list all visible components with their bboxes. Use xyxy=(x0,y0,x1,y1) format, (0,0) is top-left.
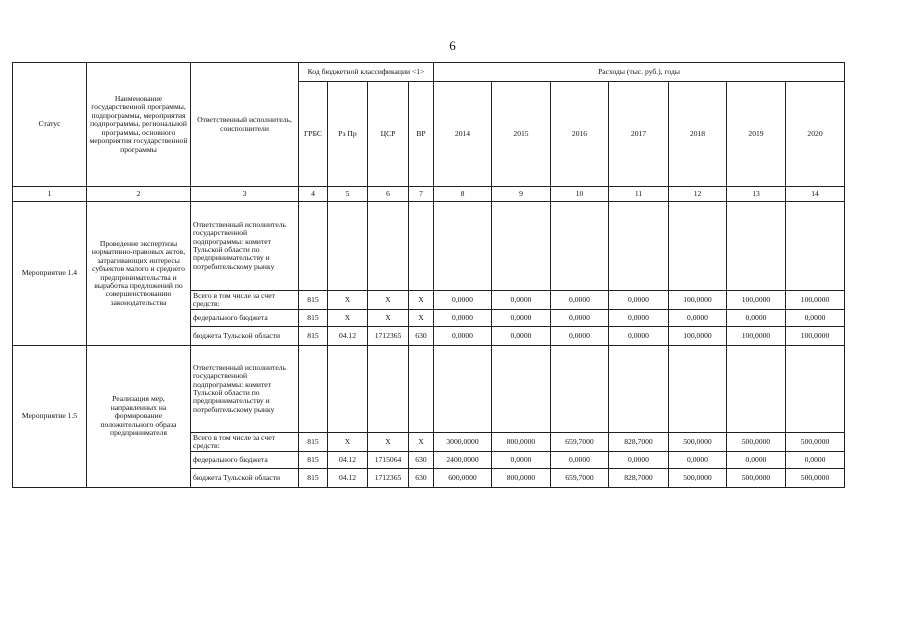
value-cell: 0,0000 xyxy=(551,291,609,310)
header-year: 2019 xyxy=(727,82,786,187)
table-row xyxy=(13,202,845,291)
column-number: 7 xyxy=(409,187,434,202)
header-responsible: Ответственный исполнитель, соисполнители xyxy=(191,63,299,187)
rzpr-cell: X xyxy=(328,310,368,327)
value-cell: 828,7000 xyxy=(609,433,669,452)
value-cell: 100,0000 xyxy=(727,291,786,310)
budget-table xyxy=(12,62,845,488)
header-budget-code: Код бюджетной классификации <1> xyxy=(299,63,434,82)
value-cell: 0,0000 xyxy=(786,452,845,469)
column-number: 14 xyxy=(786,187,845,202)
value-cell: 500,0000 xyxy=(786,469,845,488)
vr-cell: 630 xyxy=(409,327,434,346)
value-cell: 0,0000 xyxy=(609,291,669,310)
value-cell: 659,7000 xyxy=(551,433,609,452)
rzpr-cell: 04.12 xyxy=(328,327,368,346)
header-year: 2016 xyxy=(551,82,609,187)
status-cell: Мероприятие 1.5 xyxy=(13,346,87,488)
activity-name-cell: Реализация мер, направленных на формирование положительного образа предпринимателя xyxy=(87,346,191,488)
column-number: 3 xyxy=(191,187,299,202)
value-cell: 828,7000 xyxy=(609,469,669,488)
value-cell: 100,0000 xyxy=(669,327,727,346)
rzpr-cell: 04.12 xyxy=(328,452,368,469)
column-number: 10 xyxy=(551,187,609,202)
vr-cell: X xyxy=(409,310,434,327)
grbs-cell: 815 xyxy=(299,469,328,488)
header-vr: ВР xyxy=(409,82,434,187)
column-number: 9 xyxy=(492,187,551,202)
activity-name-cell: Проведение экспертизы нормативно-правовых актов, затрагивающих интересы субъектов малого и среднего предпринимательства и выработка предложений по совершенствованию законодательства xyxy=(87,202,191,346)
value-cell: 0,0000 xyxy=(551,327,609,346)
csr-cell: X xyxy=(368,310,409,327)
rzpr-cell: X xyxy=(328,433,368,452)
header-year: 2017 xyxy=(609,82,669,187)
value-cell: 0,0000 xyxy=(669,310,727,327)
csr-cell: X xyxy=(368,433,409,452)
header-expenses: Расходы (тыс. руб.), годы xyxy=(434,63,845,82)
header-year: 2020 xyxy=(786,82,845,187)
value-cell: 0,0000 xyxy=(669,452,727,469)
header-year: 2018 xyxy=(669,82,727,187)
value-cell: 0,0000 xyxy=(786,310,845,327)
vr-cell: X xyxy=(409,433,434,452)
status-cell: Мероприятие 1.4 xyxy=(13,202,87,346)
value-cell: 100,0000 xyxy=(786,291,845,310)
header-status: Статус xyxy=(13,63,87,187)
grbs-cell: 815 xyxy=(299,452,328,469)
value-cell: 0,0000 xyxy=(609,327,669,346)
value-cell: 0,0000 xyxy=(492,452,551,469)
column-number: 8 xyxy=(434,187,492,202)
column-number-row xyxy=(13,187,845,202)
value-cell: 659,7000 xyxy=(551,469,609,488)
grbs-cell: 815 xyxy=(299,327,328,346)
value-cell: 0,0000 xyxy=(434,310,492,327)
column-number: 11 xyxy=(609,187,669,202)
csr-cell: 1712365 xyxy=(368,469,409,488)
header-rzpr: Рз Пр xyxy=(328,82,368,187)
value-cell: 0,0000 xyxy=(727,452,786,469)
value-cell: 500,0000 xyxy=(669,433,727,452)
funding-label: Всего в том числе за счет средств: xyxy=(191,291,299,310)
grbs-cell: 815 xyxy=(299,310,328,327)
value-cell: 3000,0000 xyxy=(434,433,492,452)
csr-cell: X xyxy=(368,291,409,310)
value-cell: 0,0000 xyxy=(434,291,492,310)
executor-cell: Ответственный исполнитель государственной подпрограммы: комитет Тульской области по предпринимательству и потребительскому рынку xyxy=(191,346,299,433)
funding-label: бюджета Тульской области xyxy=(191,327,299,346)
value-cell: 0,0000 xyxy=(492,310,551,327)
value-cell: 0,0000 xyxy=(609,310,669,327)
value-cell: 100,0000 xyxy=(727,327,786,346)
rzpr-cell: X xyxy=(328,291,368,310)
value-cell: 100,0000 xyxy=(669,291,727,310)
funding-label: Всего в том числе за счет средств: xyxy=(191,433,299,452)
funding-label: бюджета Тульской области xyxy=(191,469,299,488)
header-csr: ЦСР xyxy=(368,82,409,187)
rzpr-cell: 04.12 xyxy=(328,469,368,488)
value-cell: 0,0000 xyxy=(551,310,609,327)
funding-label: федерального бюджета xyxy=(191,310,299,327)
value-cell: 0,0000 xyxy=(492,327,551,346)
grbs-cell: 815 xyxy=(299,291,328,310)
column-number: 4 xyxy=(299,187,328,202)
value-cell: 800,0000 xyxy=(492,469,551,488)
table-row xyxy=(13,346,845,433)
value-cell: 100,0000 xyxy=(786,327,845,346)
header-grbs: ГРБС xyxy=(299,82,328,187)
value-cell: 2400,0000 xyxy=(434,452,492,469)
page-number: 6 xyxy=(449,38,456,53)
header-name: Наименование государственной программы, подпрограммы, мероприятия подпрограммы, региональной программы, основного мероприятия государственной программы xyxy=(87,63,191,187)
value-cell: 500,0000 xyxy=(727,433,786,452)
executor-cell: Ответственный исполнитель государственной подпрограммы: комитет Тульской области по предпринимательству и потребительскому рынку xyxy=(191,202,299,291)
funding-label: федерального бюджета xyxy=(191,452,299,469)
value-cell: 500,0000 xyxy=(786,433,845,452)
header-year: 2015 xyxy=(492,82,551,187)
vr-cell: X xyxy=(409,291,434,310)
csr-cell: 1712365 xyxy=(368,327,409,346)
value-cell: 0,0000 xyxy=(434,327,492,346)
value-cell: 0,0000 xyxy=(609,452,669,469)
value-cell: 500,0000 xyxy=(669,469,727,488)
column-number: 5 xyxy=(328,187,368,202)
value-cell: 800,0000 xyxy=(492,433,551,452)
csr-cell: 1715064 xyxy=(368,452,409,469)
column-number: 2 xyxy=(87,187,191,202)
value-cell: 0,0000 xyxy=(551,452,609,469)
value-cell: 0,0000 xyxy=(727,310,786,327)
value-cell: 0,0000 xyxy=(492,291,551,310)
column-number: 1 xyxy=(13,187,87,202)
column-number: 13 xyxy=(727,187,786,202)
value-cell: 500,0000 xyxy=(727,469,786,488)
vr-cell: 630 xyxy=(409,452,434,469)
vr-cell: 630 xyxy=(409,469,434,488)
column-number: 12 xyxy=(669,187,727,202)
grbs-cell: 815 xyxy=(299,433,328,452)
value-cell: 600,0000 xyxy=(434,469,492,488)
header-year: 2014 xyxy=(434,82,492,187)
column-number: 6 xyxy=(368,187,409,202)
